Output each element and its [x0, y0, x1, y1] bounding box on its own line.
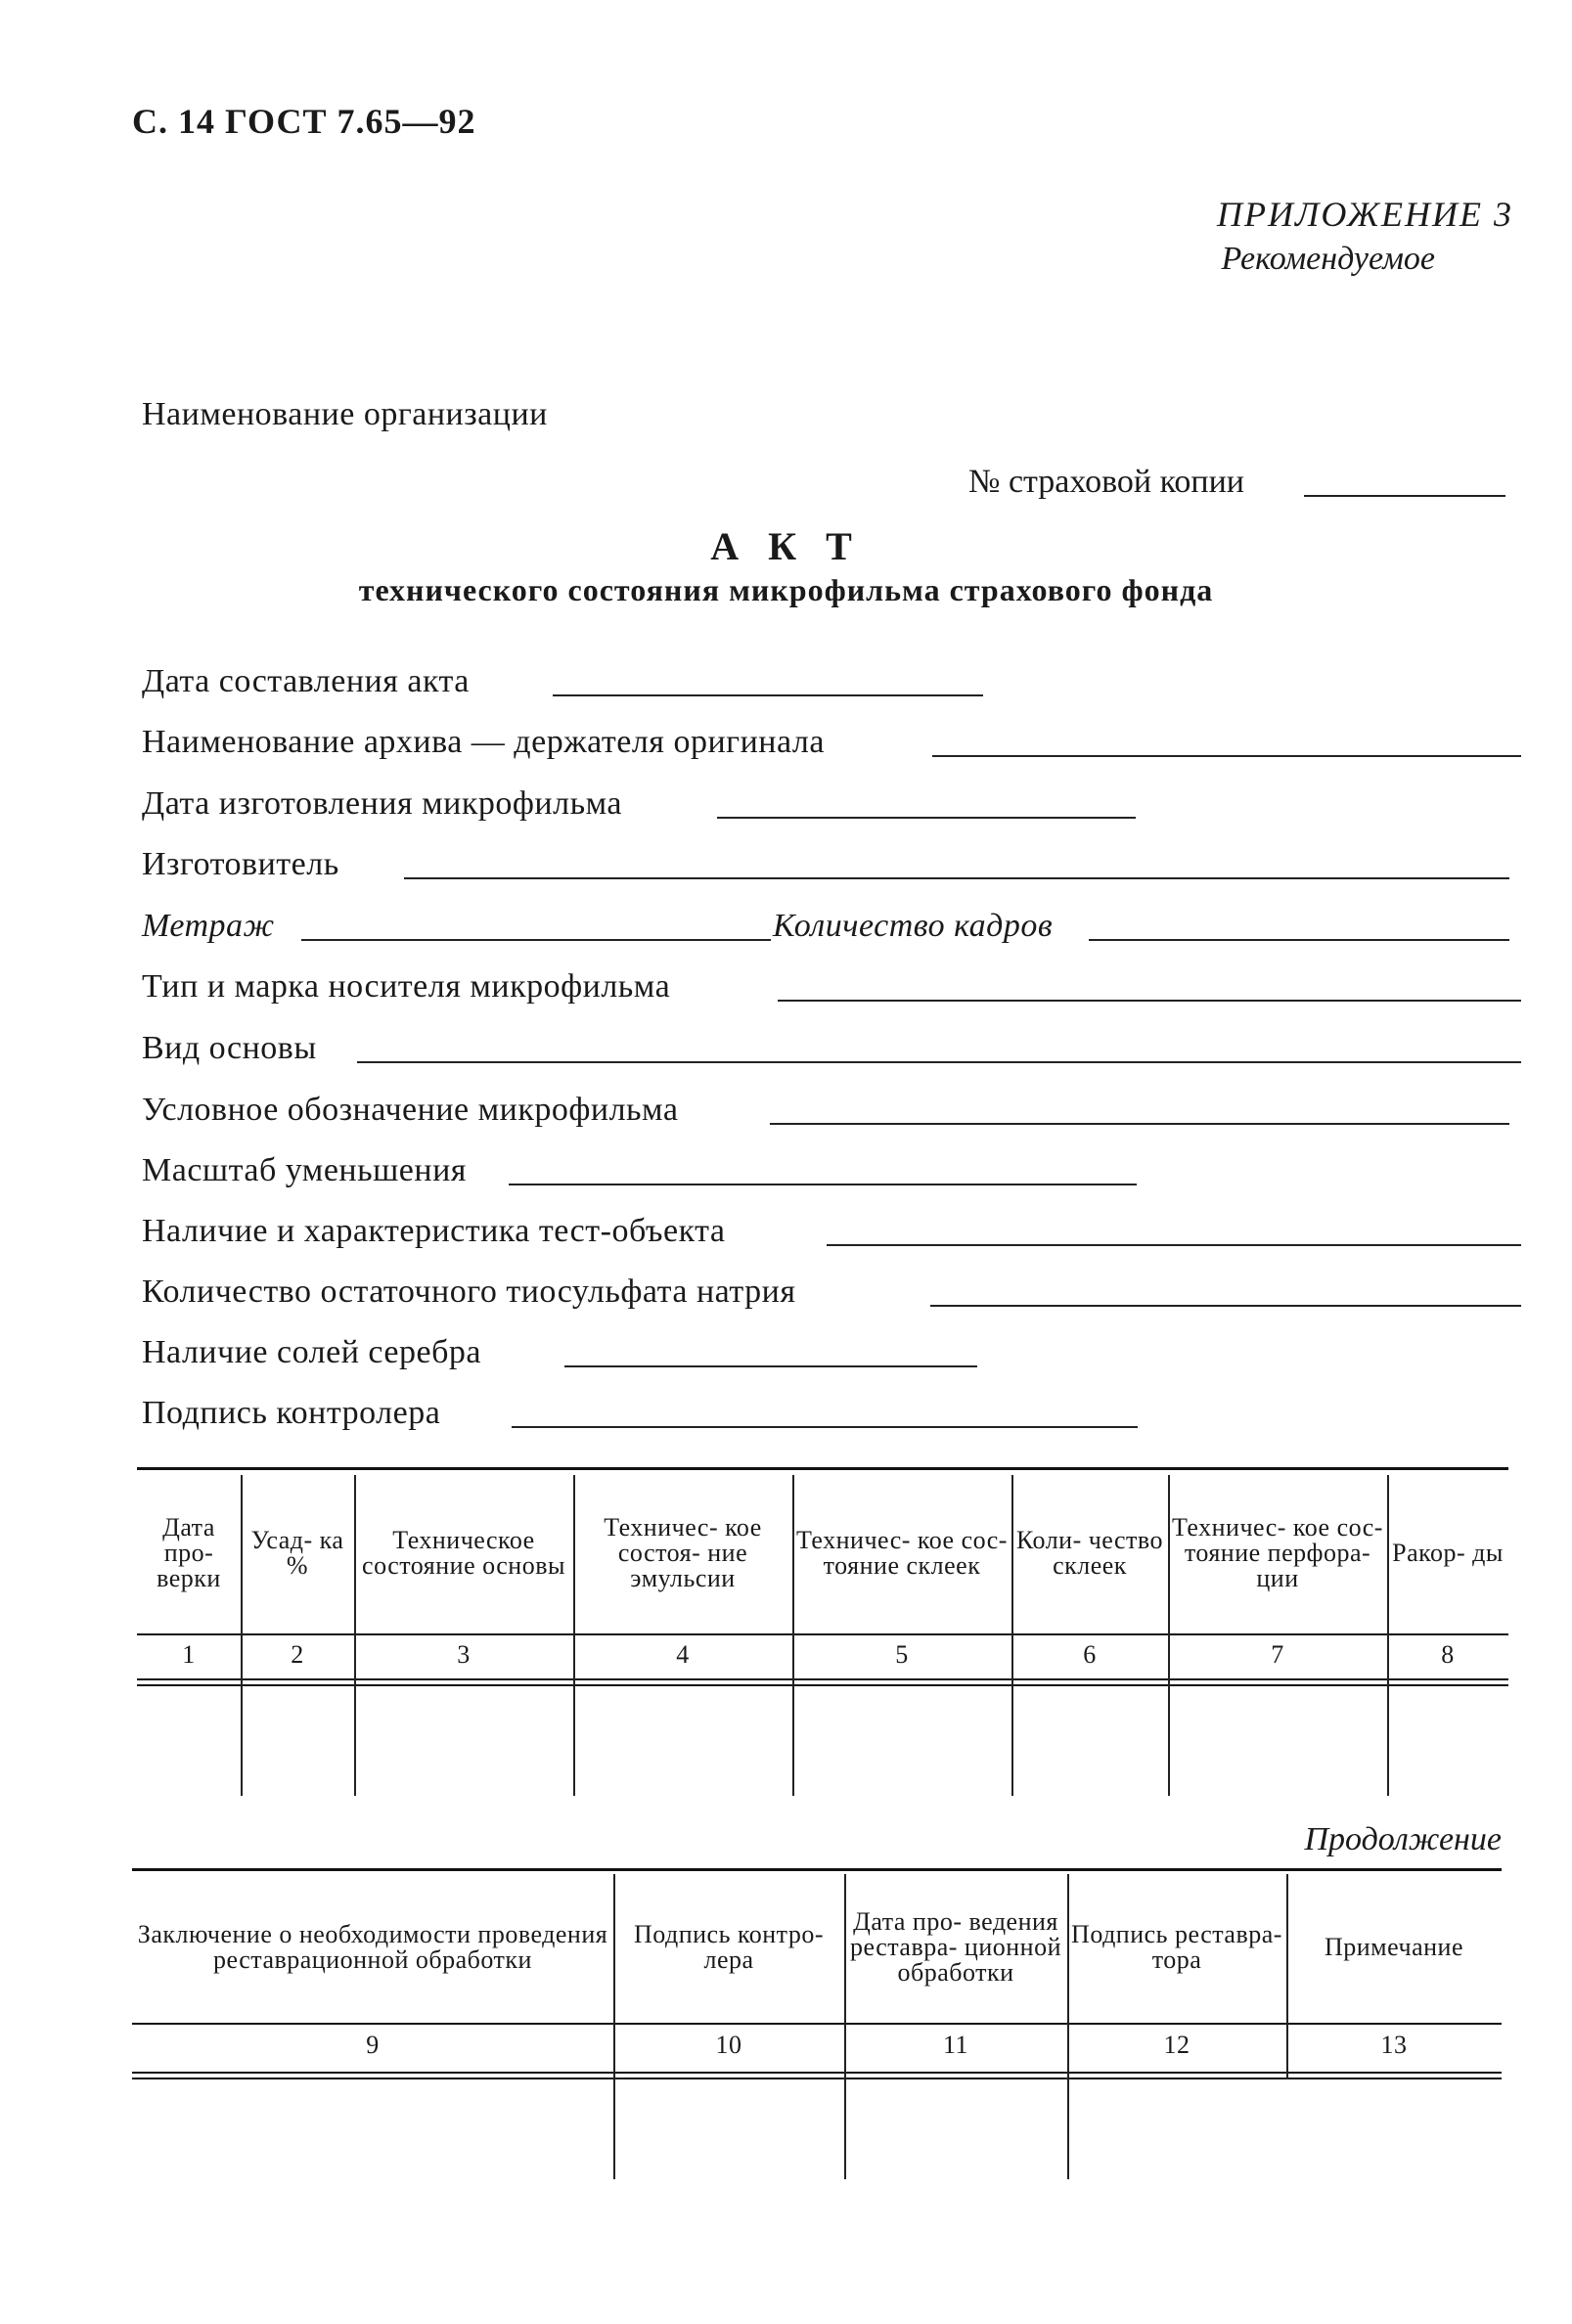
table1-col-divider [1011, 1475, 1013, 1796]
table2-header-cell: Примечание [1324, 1933, 1464, 1961]
table1-number-cell: 4 [676, 1640, 690, 1669]
test-object-line[interactable] [827, 1244, 1521, 1246]
table1-col-divider [241, 1475, 243, 1796]
appendix-title: ПРИЛОЖЕНИЕ 3 [1217, 195, 1513, 234]
field-label: Масштаб уменьшения [142, 1152, 467, 1188]
silver-salts-line[interactable] [564, 1365, 977, 1367]
table2-header-cell: Подпись реставра- тора [1071, 1920, 1282, 1974]
film-designation-line[interactable] [770, 1123, 1509, 1125]
table1-header-cell: Техничес- кое сос- тояние склеек [796, 1526, 1008, 1580]
table1-header-cell: Ракор- ды [1392, 1539, 1504, 1567]
reduction-scale-line[interactable] [509, 1184, 1137, 1185]
frames-line[interactable] [1089, 939, 1509, 941]
field-label: Вид основы [142, 1030, 317, 1066]
table1-col-divider [354, 1475, 356, 1796]
archive-name-line[interactable] [932, 755, 1521, 757]
table1-number-cell: 6 [1083, 1640, 1097, 1669]
field-film-designation [142, 1092, 1531, 1135]
base-type-line[interactable] [357, 1061, 1521, 1063]
act-subtitle: технического состояния микрофильма страхового фонда [358, 572, 1214, 607]
table1-double-rule-a [137, 1678, 1508, 1680]
table2-number-cell: 9 [366, 2031, 380, 2059]
table1-top-rule [137, 1467, 1508, 1470]
field-length-frames [142, 908, 1531, 951]
table1-col-divider [792, 1475, 794, 1796]
table1-col-divider [1387, 1475, 1389, 1796]
thiosulfate-line[interactable] [930, 1305, 1521, 1307]
table2-header-cell: Подпись контро- лера [633, 1920, 825, 1974]
table2-col-divider [1286, 1874, 1288, 2079]
table1-header-cell: Коли- чество склеек [1015, 1526, 1163, 1580]
table2-double-rule-a [132, 2072, 1502, 2074]
table1-number-cell: 1 [182, 1640, 196, 1669]
field-base-type [142, 1030, 1531, 1073]
field-film-date [142, 785, 1531, 828]
table1-header-cell: Техническое состояние основы [362, 1526, 565, 1580]
table2-col-divider [613, 1874, 615, 2179]
table1-header-cell: Дата про- верки [157, 1513, 221, 1592]
table1-header-rule [137, 1633, 1508, 1635]
table1-number-cell: 8 [1441, 1640, 1455, 1669]
field-silver-salts [142, 1334, 1531, 1377]
field-carrier-type [142, 968, 1531, 1011]
field-label: Наличие и характеристика тест-объекта [142, 1213, 726, 1249]
table2-header-cell: Заключение о необходимости проведения реставрационной обработки [137, 1920, 608, 1974]
field-label: Дата изготовления микрофильма [142, 785, 622, 822]
table2-col-divider [1067, 1874, 1069, 2179]
table2-header-rule [132, 2023, 1502, 2025]
table1-header-cell: Техничес- кое состоя- ние эмульсии [604, 1513, 762, 1592]
table1-double-rule-b [137, 1684, 1508, 1686]
field-label: Изготовитель [142, 846, 339, 882]
table1-number-cell: 5 [895, 1640, 909, 1669]
field-manufacturer [142, 846, 1531, 889]
table1-number-cell: 2 [291, 1640, 304, 1669]
continuation-label: Продолжение [1304, 1821, 1502, 1857]
table2-double-rule-b [132, 2078, 1502, 2079]
act-title: А К Т [710, 524, 862, 568]
field-thiosulfate [142, 1274, 1531, 1317]
table2-number-cell: 11 [942, 2031, 969, 2059]
manufacturer-line[interactable] [404, 877, 1509, 879]
field-label: Наименование архива — держателя оригинала [142, 724, 825, 760]
field-label: Условное обозначение микрофильма [142, 1092, 679, 1128]
table2-number-cell: 12 [1163, 2031, 1190, 2059]
table2-header [132, 1874, 1502, 2070]
table2-top-rule [132, 1868, 1502, 1871]
field-controller-signature [142, 1395, 1531, 1438]
table1-number-cell: 7 [1271, 1640, 1284, 1669]
organization-label: Наименование организации [142, 396, 548, 432]
table1-header-cell: Техничес- кое сос- тояние перфора- ции [1172, 1513, 1383, 1592]
field-label: Метраж [142, 908, 275, 944]
carrier-type-line[interactable] [778, 1000, 1521, 1002]
field-label: Наличие солей серебра [142, 1334, 481, 1370]
table2-number-cell: 13 [1380, 2031, 1408, 2059]
length-line[interactable] [301, 939, 771, 941]
field-label: Подпись контролера [142, 1395, 441, 1431]
table1-col-divider [1168, 1475, 1170, 1796]
field-label: Дата составления акта [142, 663, 470, 699]
table2-number-cell: 10 [715, 2031, 742, 2059]
film-date-line[interactable] [717, 817, 1136, 819]
field-label: Количество остаточного тиосульфата натрия [142, 1274, 796, 1310]
table1-number-cell: 3 [457, 1640, 471, 1669]
field-archive-name [142, 724, 1531, 767]
frames-label: Количество кадров [773, 908, 1054, 944]
page-header: С. 14 ГОСТ 7.65—92 [132, 102, 476, 141]
table2-header-cell: Дата про- ведения реставра- ционной обработки [850, 1907, 1061, 1987]
field-reduction-scale [142, 1152, 1531, 1195]
controller-signature-line[interactable] [512, 1426, 1138, 1428]
table1-header-cell: Усад- ка % [250, 1526, 344, 1580]
field-label: Тип и марка носителя микрофильма [142, 968, 671, 1005]
act-date-line[interactable] [553, 694, 983, 696]
field-act-date [142, 663, 1531, 706]
insurance-copy-label: № страховой копии [968, 464, 1244, 500]
table2-col-divider [844, 1874, 846, 2179]
insurance-copy-field[interactable] [1304, 495, 1505, 497]
field-test-object [142, 1213, 1531, 1256]
table1-header [137, 1475, 1508, 1678]
appendix-note: Рекомендуемое [1221, 241, 1435, 277]
table1-col-divider [573, 1475, 575, 1796]
